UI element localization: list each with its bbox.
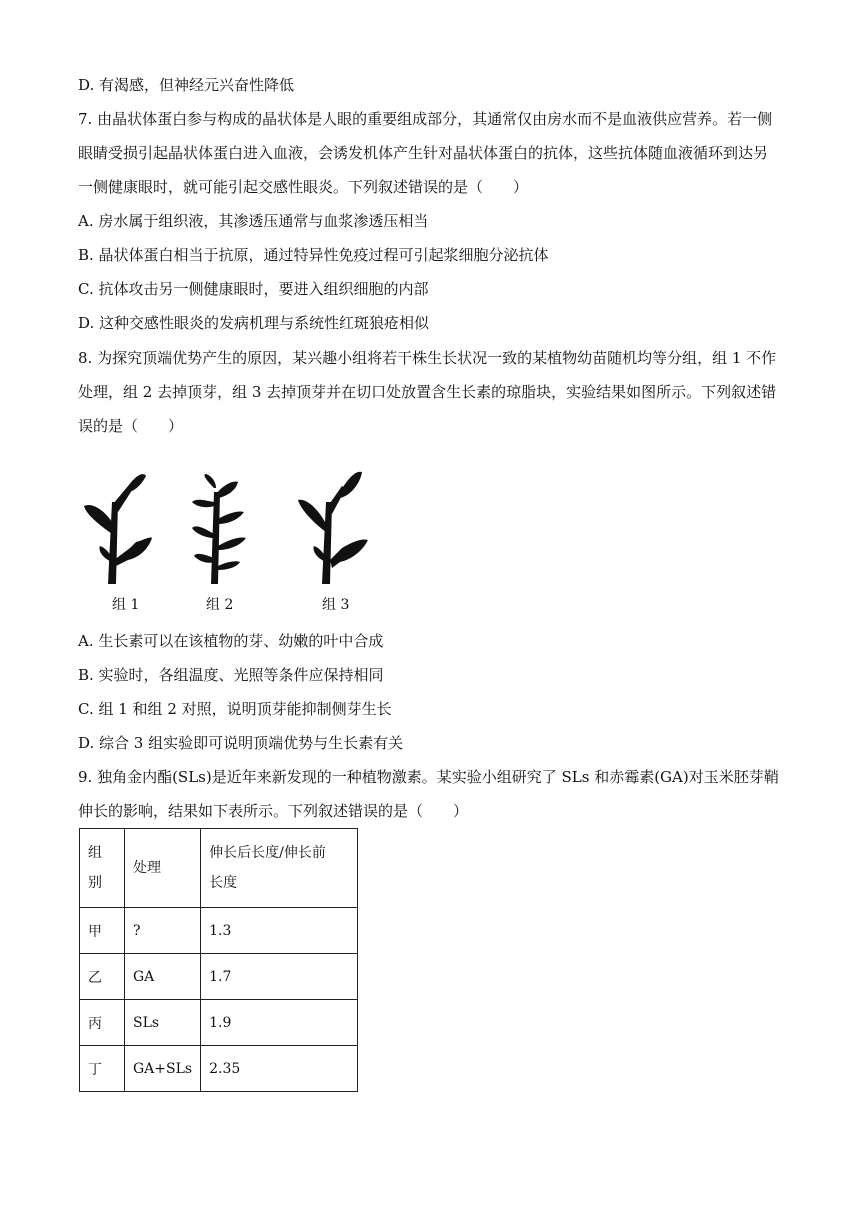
table-row <box>80 954 358 1000</box>
plant-seedlings-figure <box>78 462 398 622</box>
header-group-char-1: 组 <box>88 845 102 861</box>
q7-option-b: B. 晶状体蛋白相当于抗原，通过特异性免疫过程可引起浆细胞分泌抗体 <box>78 246 549 264</box>
q8-option-c: C. 组 1 和组 2 对照，说明顶芽能抑制侧芽生长 <box>78 700 392 718</box>
figure-caption-group-2: 组 2 <box>206 597 234 613</box>
treatment-cell: GA+SLs <box>125 1046 201 1092</box>
ratio-cell: 2.35 <box>201 1046 358 1092</box>
q7-stem-line-1: 7. 由晶状体蛋白参与构成的晶状体是人眼的重要组成部分，其通常仅由房水而不是血液供应营养。若一侧 <box>78 110 773 128</box>
treatment-cell: ? <box>125 908 201 954</box>
q8-stem-line-2: 处理，组 2 去掉顶芽，组 3 去掉顶芽并在切口处放置含生长素的琼脂块，实验结果如图所示。下列叙述错 <box>78 383 777 401</box>
q9-stem-line-1: 9. 独角金内酯(SLs)是近年来新发现的一种植物激素。某实验小组研究了 SLs 和赤霉素(GA)对玉米胚芽鞘 <box>78 768 779 786</box>
figure-caption-group-1: 组 1 <box>112 597 140 613</box>
q7-stem-line-2: 眼睛受损引起晶状体蛋白进入血液，会诱发机体产生针对晶状体蛋白的抗体，这些抗体随血液循环到达另 <box>78 144 769 162</box>
header-treatment-cell: 处理 <box>125 829 201 908</box>
table-row <box>80 1046 358 1092</box>
plant-group-2-image <box>192 474 246 584</box>
q8-option-b: B. 实验时，各组温度、光照等条件应保持相同 <box>78 666 384 684</box>
group-cell: 甲 <box>80 908 125 954</box>
ratio-cell: 1.7 <box>201 954 358 1000</box>
q7-option-a: A. 房水属于组织液，其渗透压通常与血浆渗透压相当 <box>78 212 429 230</box>
table-header-row <box>80 829 358 908</box>
header-group-cell <box>80 829 125 908</box>
group-cell: 丙 <box>80 1000 125 1046</box>
header-ratio-cell <box>201 829 358 908</box>
q8-option-a: A. 生长素可以在该植物的芽、幼嫩的叶中合成 <box>78 632 384 650</box>
plant-group-3-image <box>298 472 368 584</box>
results-table <box>79 828 358 1092</box>
group-cell: 乙 <box>80 954 125 1000</box>
q8-option-d: D. 综合 3 组实验即可说明顶端优势与生长素有关 <box>78 734 404 752</box>
table-row <box>80 1000 358 1046</box>
header-ratio-line-1: 伸长后长度/伸长前 <box>209 845 326 861</box>
q8-stem-line-3: 误的是（ ） <box>78 417 184 435</box>
treatment-cell: SLs <box>125 1000 201 1046</box>
ratio-cell: 1.9 <box>201 1000 358 1046</box>
group-cell: 丁 <box>80 1046 125 1092</box>
table-row <box>80 908 358 954</box>
q7-option-d: D. 这种交感性眼炎的发病机理与系统性红斑狼疮相似 <box>78 314 430 332</box>
ratio-cell: 1.3 <box>201 908 358 954</box>
treatment-cell: GA <box>125 954 201 1000</box>
plant-group-1-image <box>84 474 152 584</box>
figure-caption-group-3: 组 3 <box>322 597 350 613</box>
header-ratio-line-2: 长度 <box>209 875 238 891</box>
header-group-char-2: 别 <box>88 875 102 891</box>
q7-option-c: C. 抗体攻击另一侧健康眼时，要进入组织细胞的内部 <box>78 280 429 298</box>
q7-stem-line-3: 一侧健康眼时，就可能引起交感性眼炎。下列叙述错误的是（ ） <box>78 178 529 196</box>
q8-stem-line-1: 8. 为探究顶端优势产生的原因，某兴趣小组将若干株生长状况一致的某植物幼苗随机均等分组，组 1 不作 <box>78 349 777 367</box>
q9-stem-line-2: 伸长的影响，结果如下表所示。下列叙述错误的是（ ） <box>78 802 469 820</box>
q6-option-d: D. 有渴感，但神经元兴奋性降低 <box>78 76 295 94</box>
